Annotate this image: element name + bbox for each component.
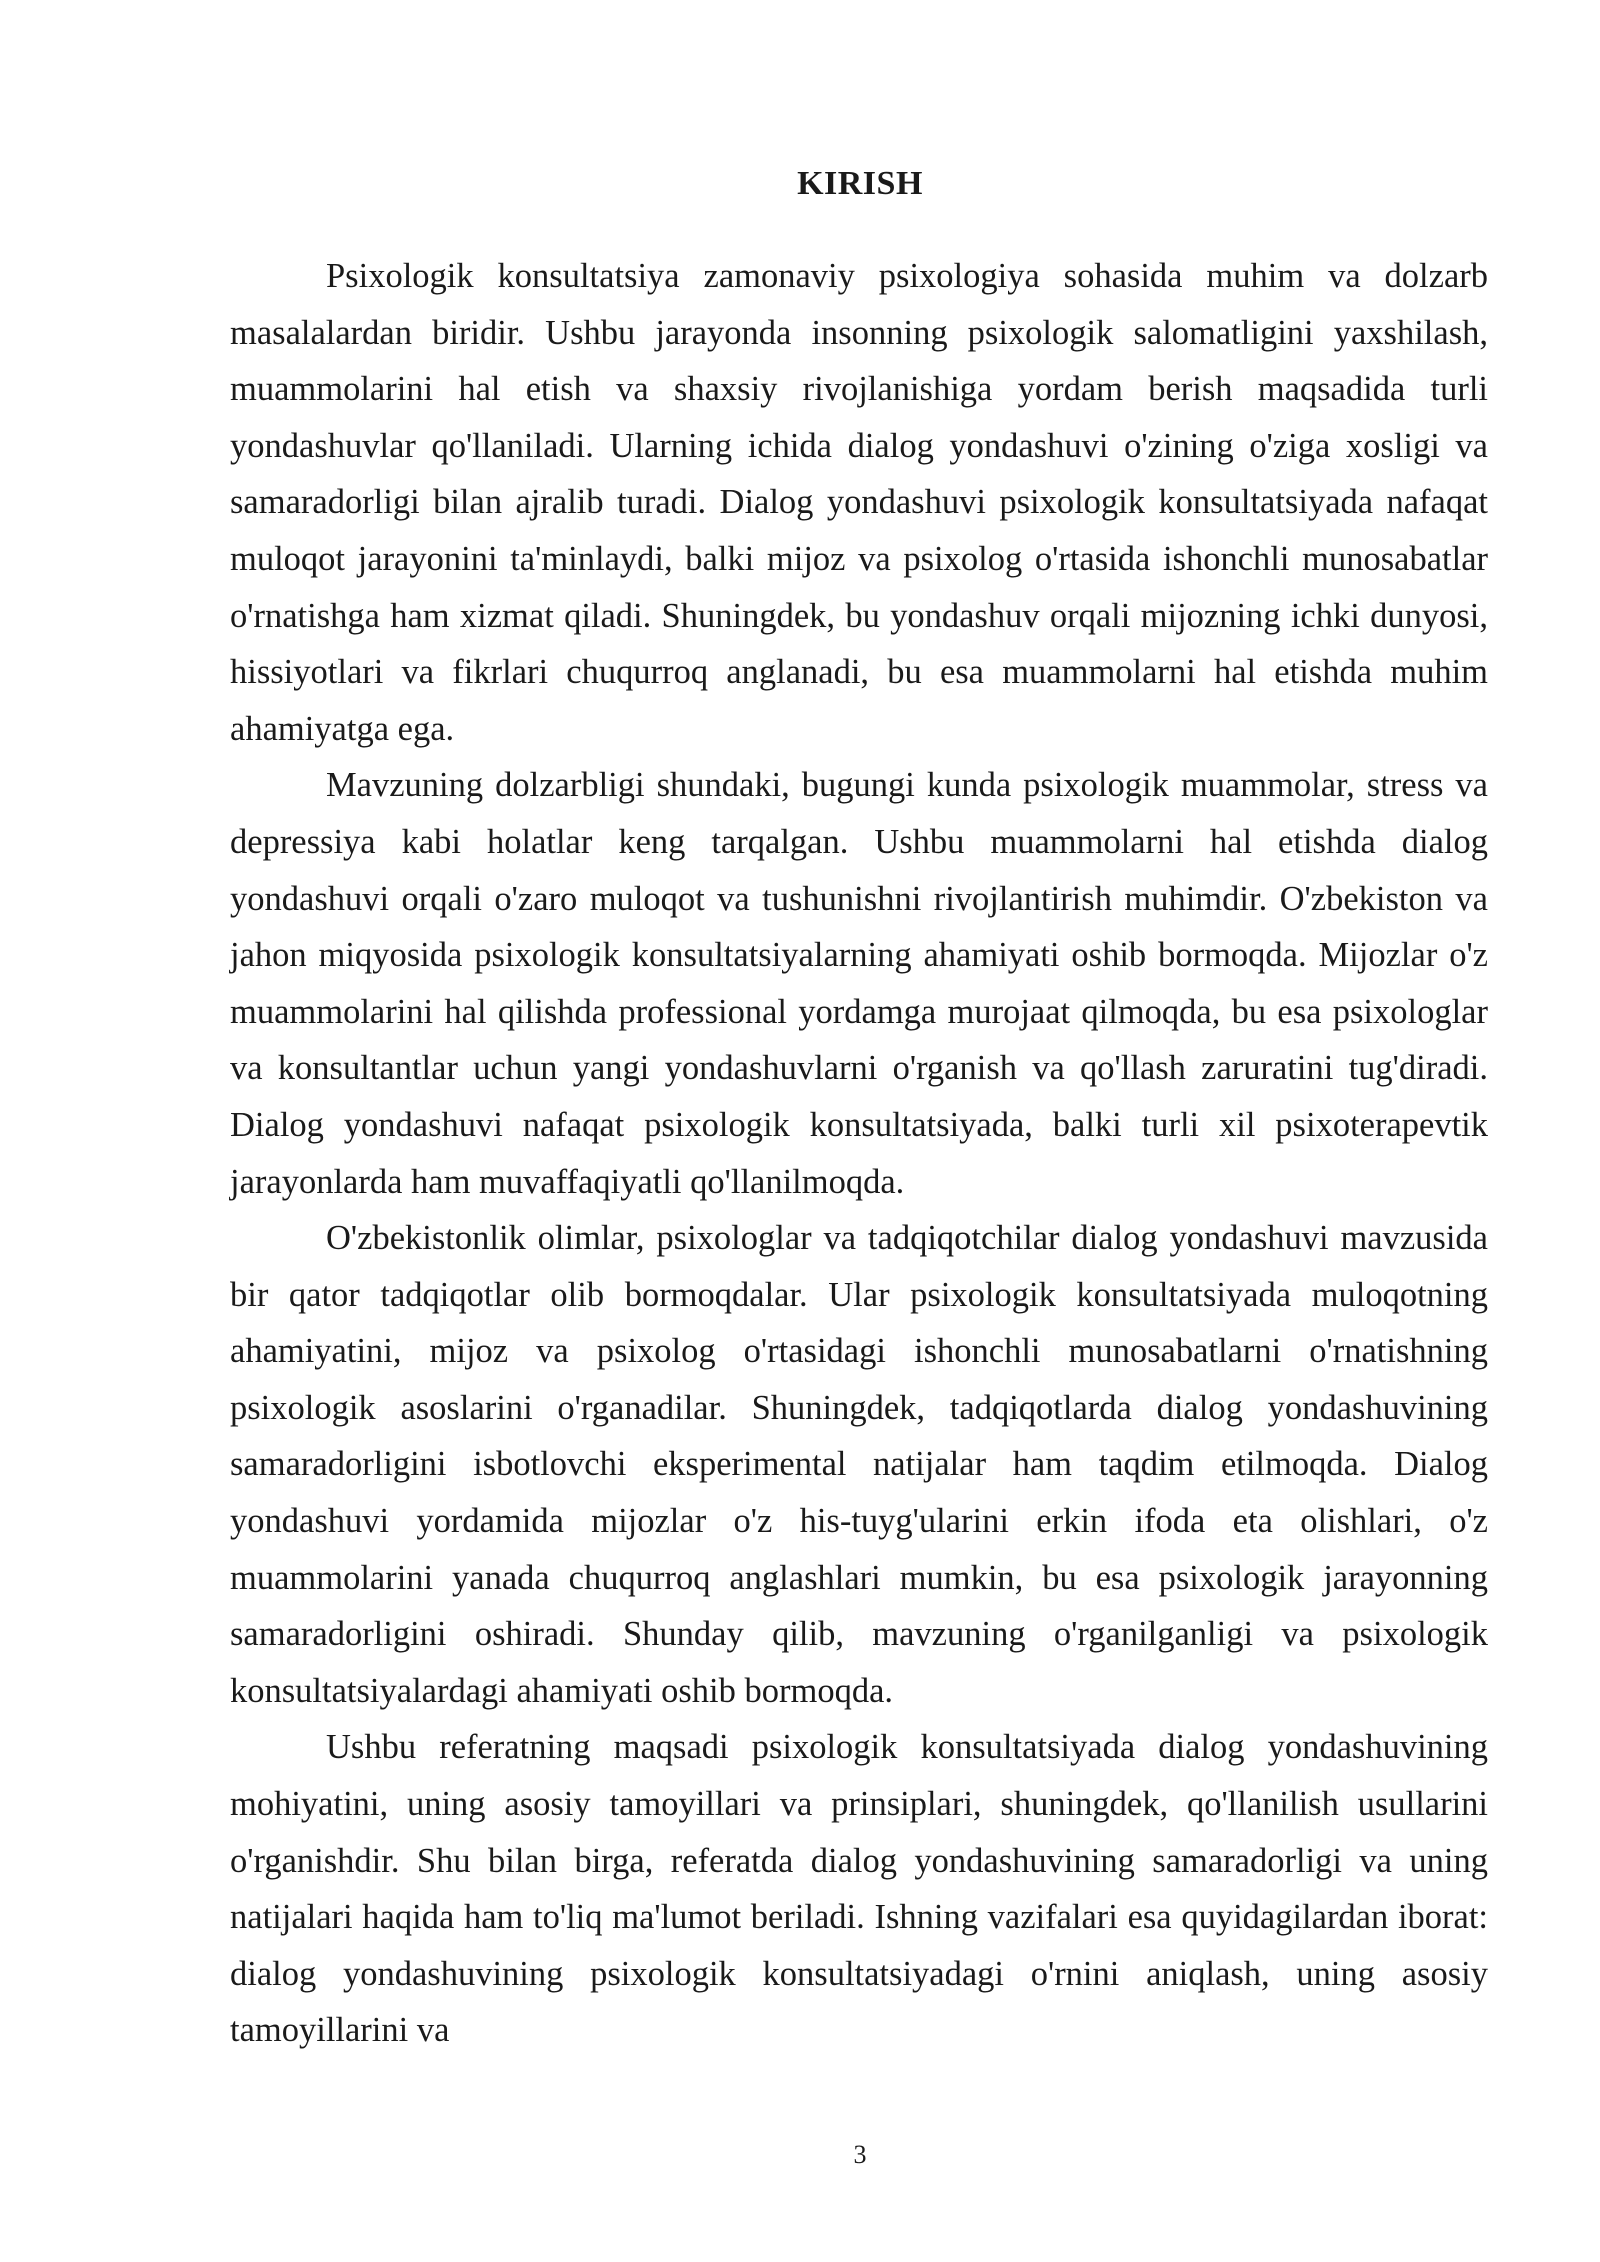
paragraph-aims: Ushbu referatning maqsadi psixologik konsultatsiyada dialog yondashuvining mohiyatini, uning asosiy tamoyillari va prinsiplari, shuningdek, qo'llanilish usullarini o'rganishdir. Shu bilan birga, referatda dialog yondashuvining samaradorligi va uning natijalari haqida ham to'liq ma'lumot beriladi. Ishning vazifalari esa quyidagilardan iborat: dialog yondashuvining psixologik konsultatsiyadagi o'rnini aniqlash, uning asosiy tamoyillarini va <box>230 1728 1488 2050</box>
body-text <box>230 248 1488 2059</box>
page-number: 3 <box>853 2140 867 2169</box>
section-heading: KIRISH <box>797 165 923 202</box>
paragraph-intro: Psixologik konsultatsiya zamonaviy psixologiya sohasida muhim va dolzarb masalalardan biridir. Ushbu jarayonda insonning psixologik salomatligini yaxshilash, muammolarini hal etish va shaxsiy rivojlanishiga yordam berish maqsadida turli yondashuvlar qo'llaniladi. Ularning ichida dialog yondashuvi o'zining o'ziga xosligi va samaradorligi bilan ajralib turadi. Dialog yondashuvi psixologik konsultatsiyada nafaqat muloqot jarayonini ta'minlaydi, balki mijoz va psixolog o'rtasida ishonchli munosabatlar o'rnatishga ham xizmat qiladi. Shuningdek, bu yondashuv orqali mijozning ichki dunyosi, hissiyotlari va fikrlari chuqurroq anglanadi, bu esa muammolarni hal etishda muhim ahamiyatga ega. <box>230 257 1488 748</box>
paragraph-relevance: Mavzuning dolzarbligi shundaki, bugungi kunda psixologik muammolar, stress va depressiya kabi holatlar keng tarqalgan. Ushbu muammolarni hal etishda dialog yondashuvi orqali o'zaro muloqot va tushunishni rivojlantirish muhimdir. O'zbekiston va jahon miqyosida psixologik konsultatsiyalarning ahamiyati oshib bormoqda. Mijozlar o'z muammolarini hal qilishda professional yordamga murojaat qilmoqda, bu esa psixologlar va konsultantlar uchun yangi yondashuvlarni o'rganish va qo'llash zaruratini tug'diradi. Dialog yondashuvi nafaqat psixologik konsultatsiyada, balki turli xil psixoterapevtik jarayonlarda ham muvaffaqiyatli qo'llanilmoqda. <box>230 766 1488 1201</box>
paragraph-research: O'zbekistonlik olimlar, psixologlar va tadqiqotchilar dialog yondashuvi mavzusida bir qator tadqiqotlar olib bormoqdalar. Ular psixologik konsultatsiyada muloqotning ahamiyatini, mijoz va psixolog o'rtasidagi ishonchli munosabatlarni o'rnatishning psixologik asoslarini o'rganadilar. Shuningdek, tadqiqotlarda dialog yondashuvining samaradorligini isbotlovchi eksperimental natijalar ham taqdim etilmoqda. Dialog yondashuvi yordamida mijozlar o'z his-tuyg'ularini erkin ifoda eta olishlari, o'z muammolarini yanada chuqurroq anglashlari mumkin, bu esa psixologik jarayonning samaradorligini oshiradi. Shunday qilib, mavzuning o'rganilganligi va psixologik konsultatsiyalardagi ahamiyati oshib bormoqda. <box>230 1219 1488 1710</box>
